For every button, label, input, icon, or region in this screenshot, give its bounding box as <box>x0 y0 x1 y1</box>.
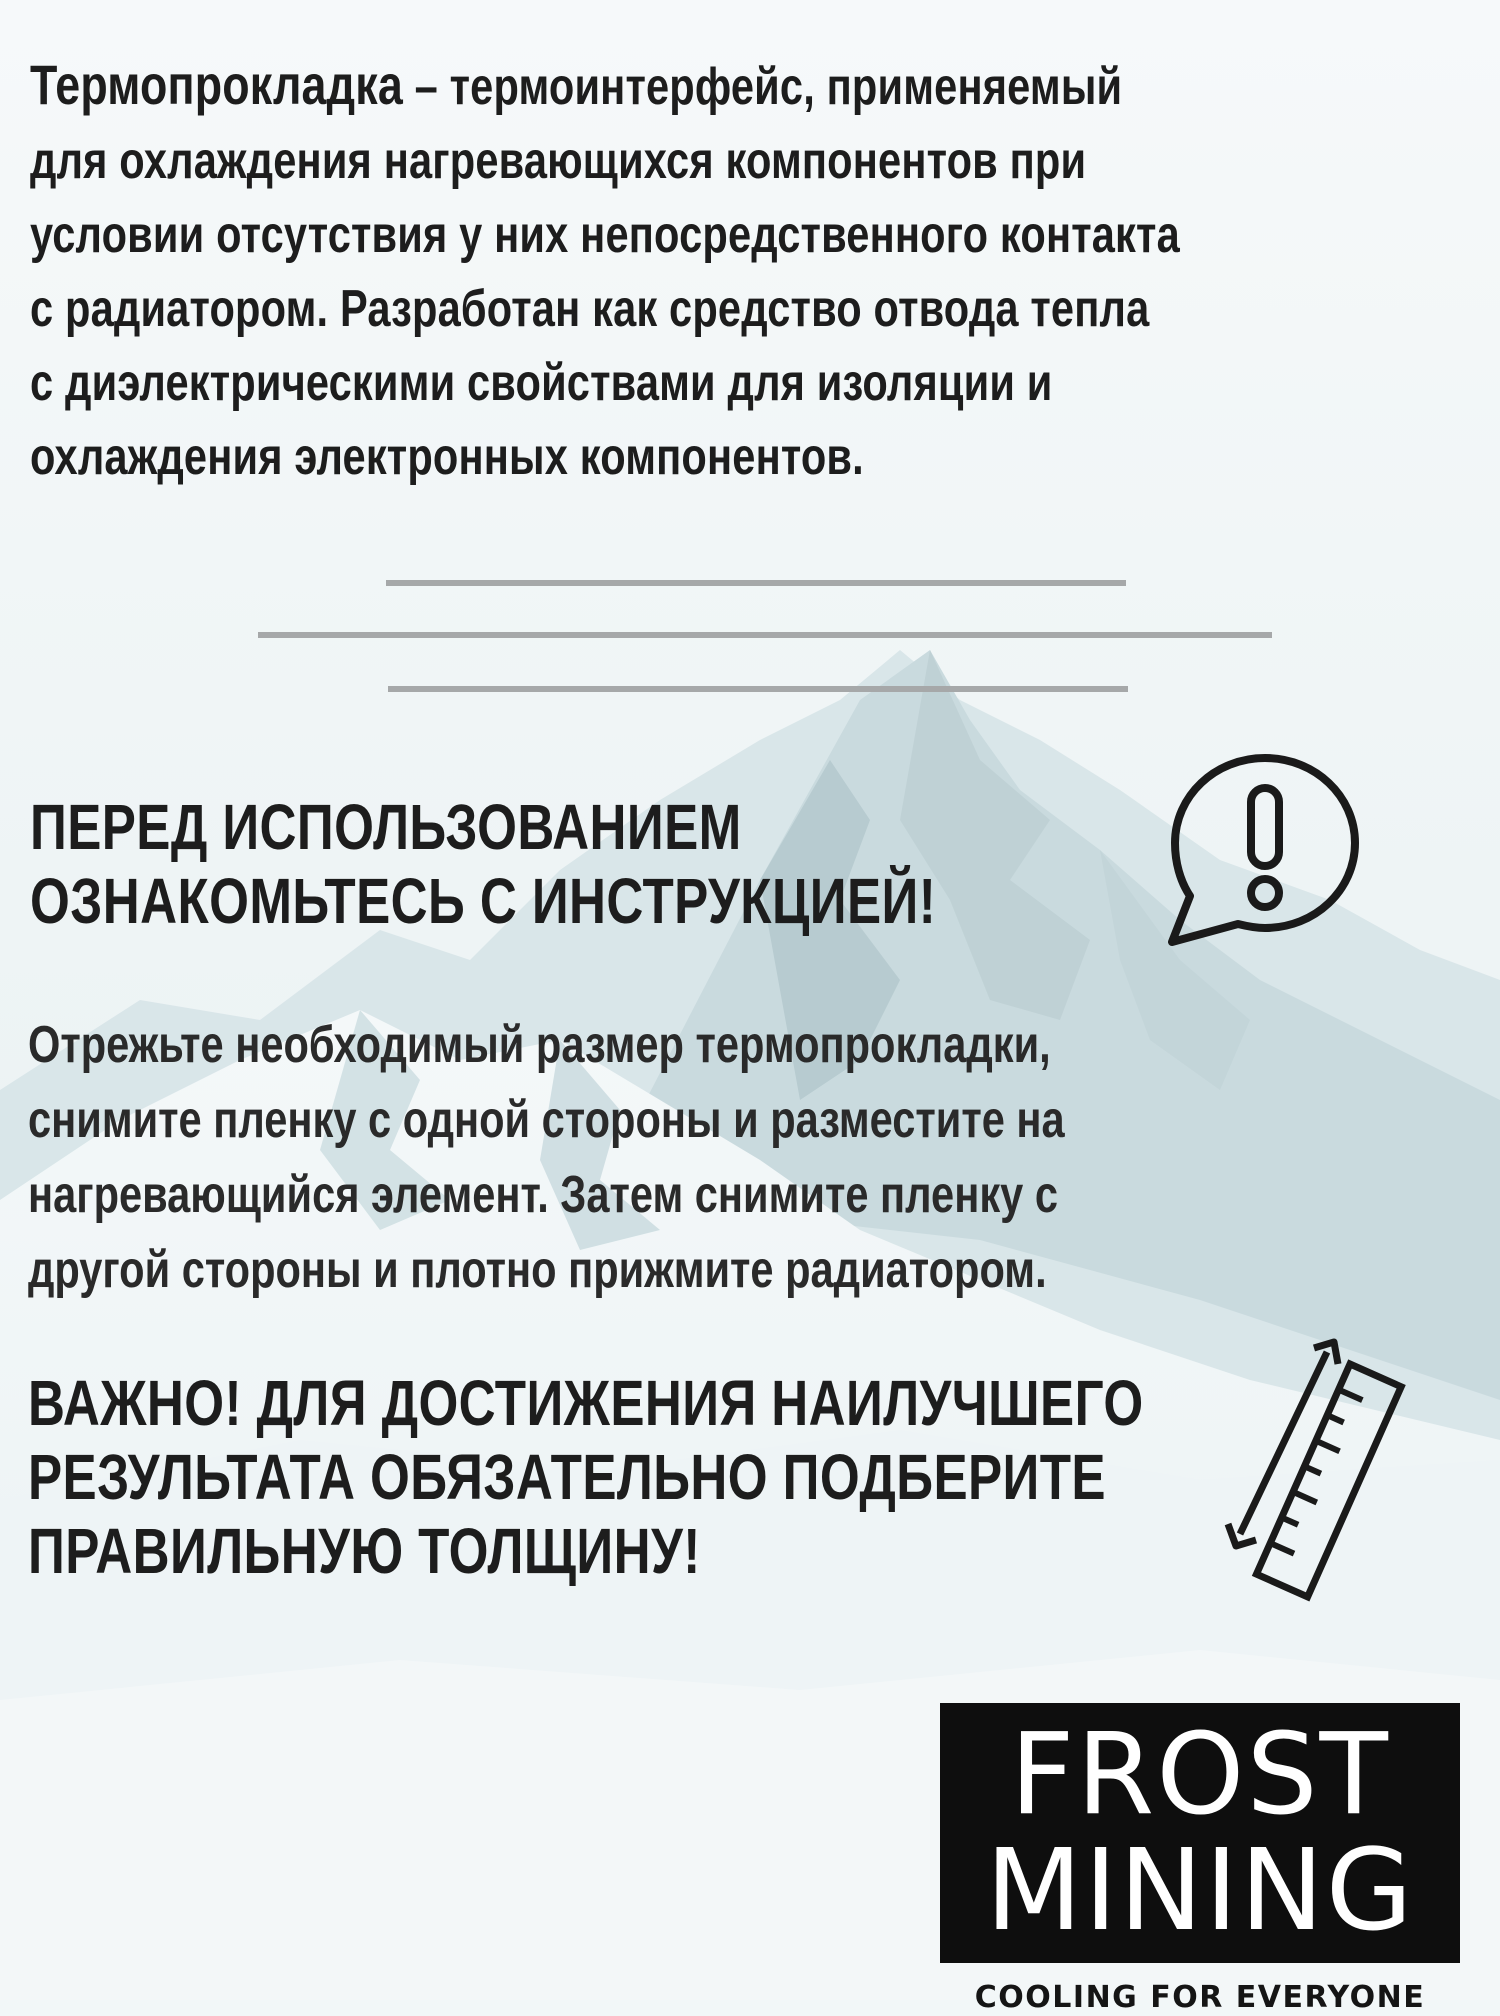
divider-line-top <box>386 580 1126 586</box>
intro-text: – термоинтерфейс, применяемый для охлаждения нагревающихся компонентов при условии отсутствия у них непосредственного контакта с радиатором. Разработан как средство отвода тепла с диэлектрическими свойствами для изоляции и охлаждения электронных компонентов. <box>30 58 1180 486</box>
warning-heading <box>30 790 936 938</box>
important-line-3: ПРАВИЛЬНУЮ ТОЛЩИНУ! <box>28 1515 701 1587</box>
important-line-2: РЕЗУЛЬТАТА ОБЯЗАТЕЛЬНО ПОДБЕРИТЕ <box>28 1441 1106 1513</box>
brand-logo <box>940 1703 1460 1963</box>
warning-line-1: ПЕРЕД ИСПОЛЬЗОВАНИЕМ <box>30 791 742 863</box>
intro-paragraph <box>30 48 1182 494</box>
logo-line-frost: FROST <box>1010 1710 1390 1840</box>
logo-line-mining: MINING <box>985 1826 1415 1956</box>
important-heading <box>28 1366 1144 1588</box>
exclamation-speech-bubble-icon <box>1160 748 1370 948</box>
instructions-paragraph: Отрежьте необходимый размер термопрокладки, снимите пленку с одной стороны и разместите на нагревающийся элемент. Затем снимите пленку с другой стороны и плотно прижмите радиатором. <box>28 1016 1065 1299</box>
divider-line-bottom <box>388 686 1128 692</box>
ruler-measure-icon <box>1222 1334 1442 1604</box>
brand-tagline: COOLING FOR EVERYONE <box>974 1980 1426 2015</box>
warning-line-2: ОЗНАКОМЬТЕСЬ С ИНСТРУКЦИЕЙ! <box>30 865 937 937</box>
divider-line-middle <box>258 632 1272 638</box>
intro-term: Термопрокладка <box>30 53 403 116</box>
important-line-1: ВАЖНО! ДЛЯ ДОСТИЖЕНИЯ НАИЛУЧШЕГО <box>28 1367 1144 1439</box>
